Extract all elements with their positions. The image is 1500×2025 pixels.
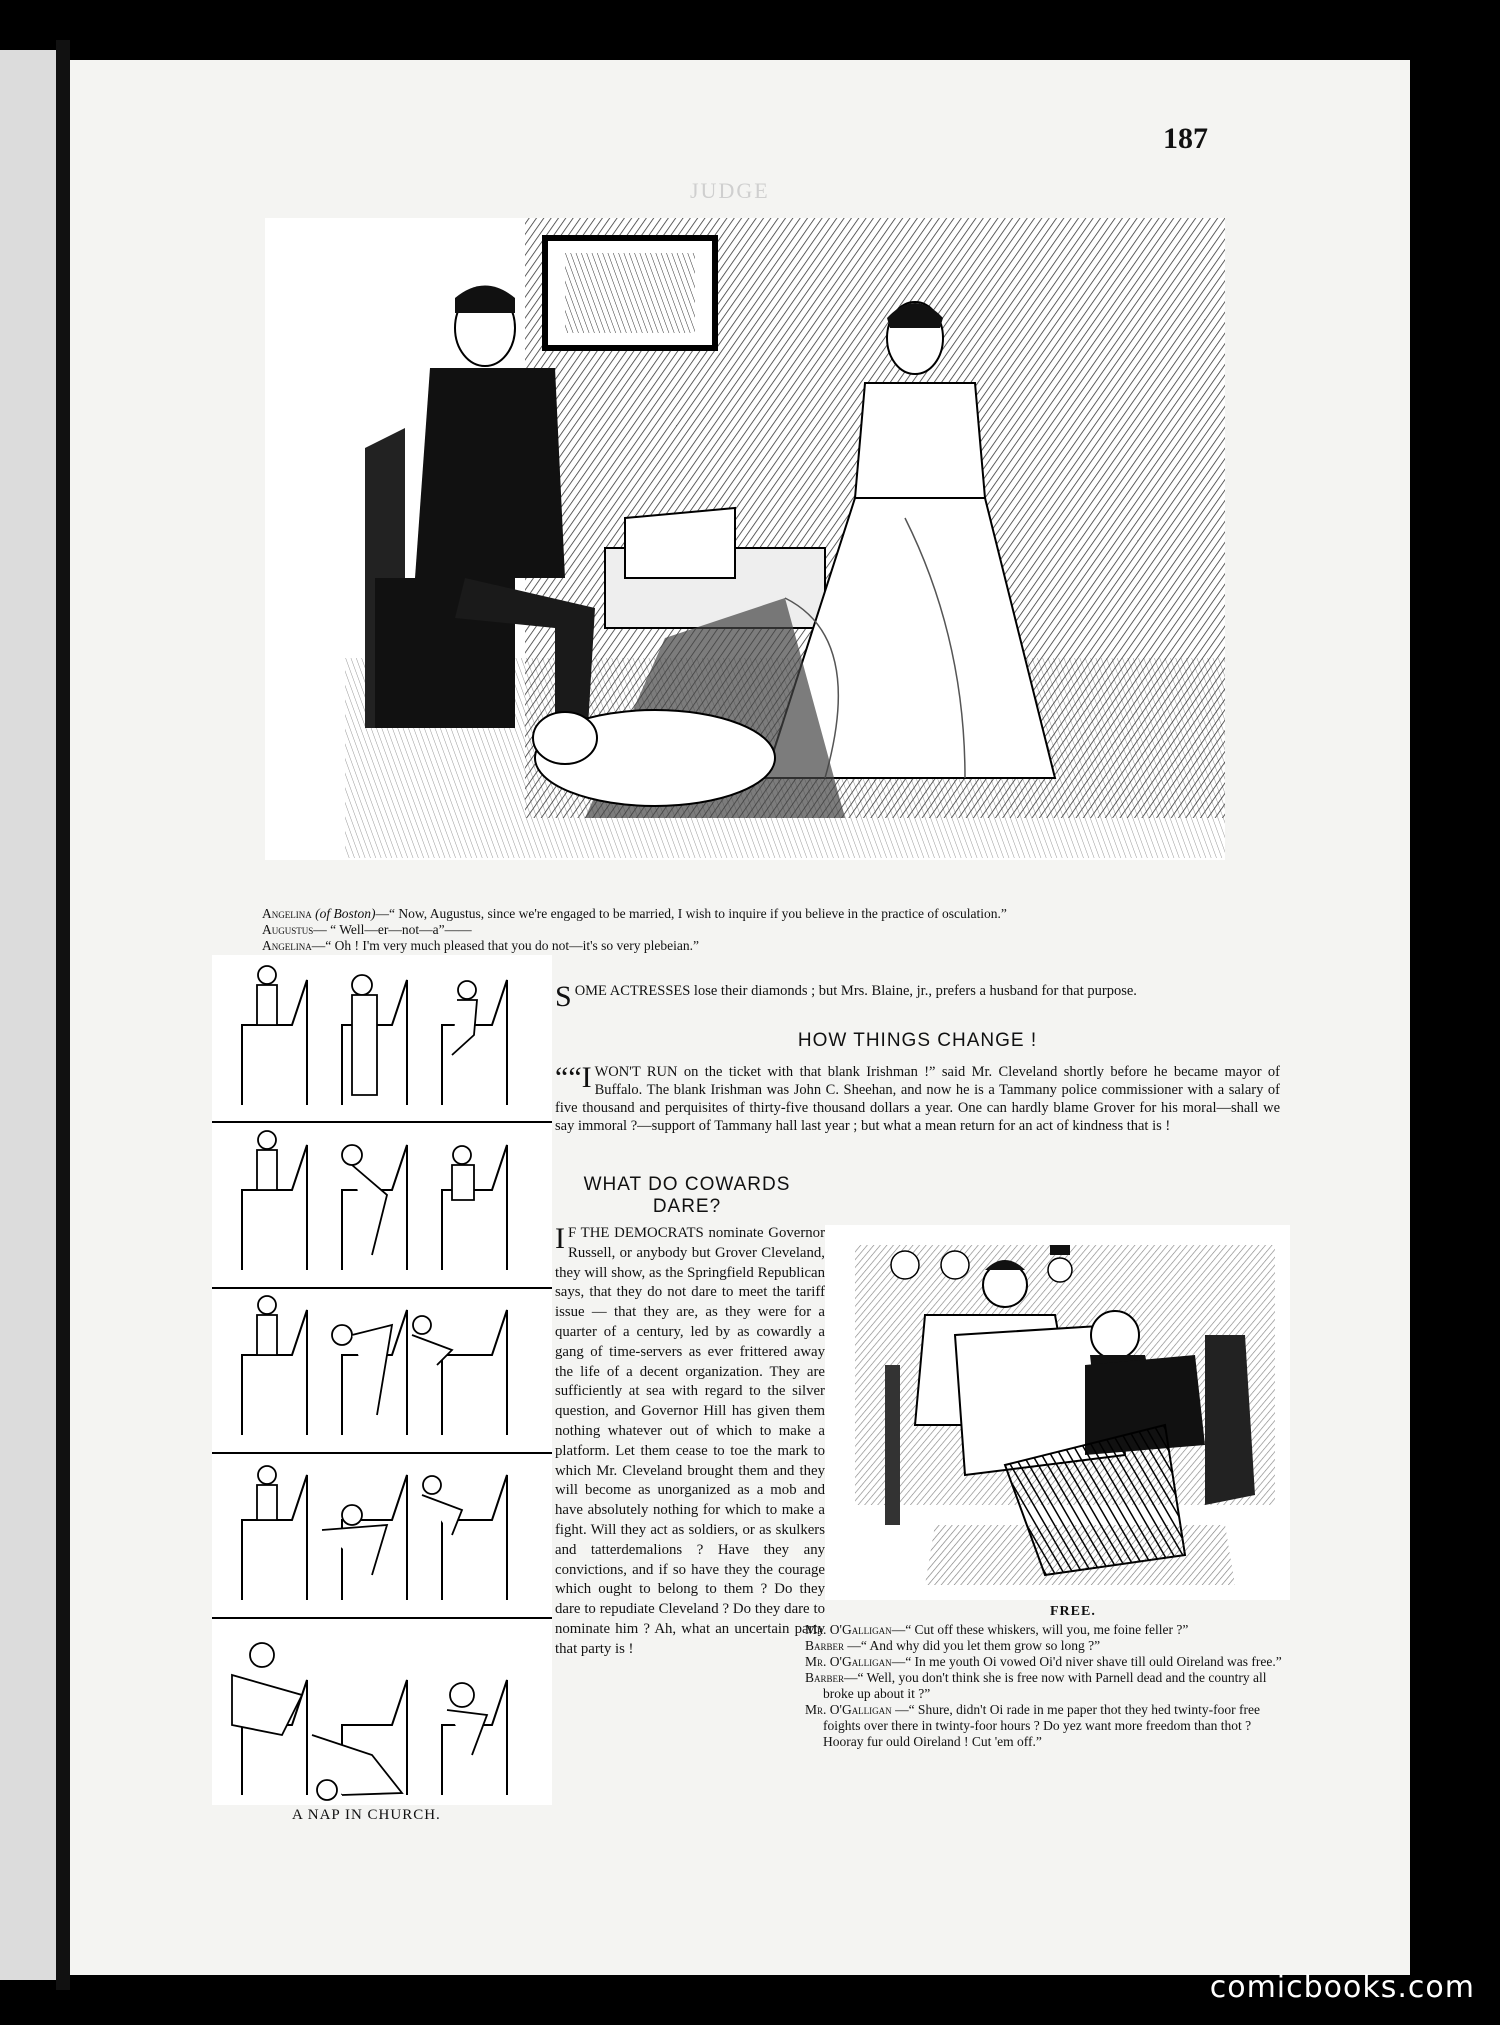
how-things-change-paragraph	[555, 1063, 1280, 1135]
free-line-2: Barber —“ And why did you let them grow so long ?”	[805, 1638, 1101, 1653]
cowards-heading-line2: DARE?	[652, 1196, 722, 1217]
actresses-dropcap: S	[555, 980, 572, 1013]
cowards-dropcap: I	[555, 1222, 565, 1255]
free-title: FREE.	[1050, 1604, 1096, 1619]
nap-in-church-caption: A NAP IN CHURCH.	[292, 1807, 441, 1823]
parlor-caption	[262, 906, 1242, 954]
nap-in-church-illustration	[212, 955, 552, 1805]
caption-line-angelina-2: Angelina—“ Oh ! I'm very much pleased that you do not—it's so very plebeian.”	[262, 938, 700, 953]
caption-line-augustus: Augustus— “ Well—er—not—a”——	[262, 922, 472, 937]
how-things-change-heading: HOW THINGS CHANGE !	[797, 1030, 1038, 1051]
page-gutter	[56, 40, 70, 1990]
actresses-text: OME ACTRESSES lose their diamonds ; but Mrs. Blaine, jr., prefers a husband for that purpose.	[574, 983, 1137, 999]
how-things-change-dropcap: ““I	[555, 1061, 592, 1094]
faint-header: JUDGE	[690, 178, 770, 203]
parlor-illustration	[265, 218, 1225, 860]
cowards-heading-line1: WHAT DO COWARDS	[583, 1174, 791, 1195]
cowards-heading	[552, 1174, 822, 1218]
caption-line-angelina-1: Angelina (of Boston)—“ Now, Augustus, since we're engaged to be married, I wish to inquire if you believe in the practice of osculation.”	[262, 906, 1007, 921]
free-line-4: Barber—“ Well, you don't think she is free now with Parnell dead and the country all broke up about it ?”	[805, 1670, 1267, 1701]
actresses-paragraph	[555, 980, 1280, 1013]
how-things-change-text: WON'T RUN on the ticket with that blank Irishman !” said Mr. Cleveland shortly before he became mayor of Buffalo. The blank Irishman was John C. Sheehan, and now he is a Tammany police commissioner with a salary of five thousand and perquisites of thirty-five thousand dollars a year. One can hardly blame Grover for his moral—shall we say immoral ?—support of Tammany hall last year ; but what a mean return for an act of kindness that is !	[555, 1064, 1280, 1134]
cowards-paragraph	[555, 1224, 825, 1660]
free-line-3: Mr. O'Galligan—“ In me youth Oi vowed Oi'd niver shave till ould Oireland was free.”	[805, 1654, 1282, 1669]
cowards-text: F THE DEMOCRATS nominate Governor Russell, or anybody but Grover Cleveland, they will show, as the Springfield Republican says, that they do not dare to meet the tariff issue — that they are, as they were for a quarter of a century, led by as cowardly a gang of time-servers as ever frittered away the life of a decent organization. They are sufficiently at sea with regard to the silver question, and Governor Hill has given them nothing whatever out of which to make a platform. Let them cease to toe the mark to which Mr. Cleveland brought them and they will become as unorganized as a mob and have absolutely nothing for which to make a fight. Will they act as soldiers, or as skulkers and tatterdemalions ? Have they any convictions, and if so have they the courage which ought to belong to them ? Do they dare to repudiate Cleveland ? Do they dare to nominate him ? Ah, what an uncertain party that party is !	[555, 1225, 825, 1657]
watermark: comicbooks.com	[1209, 1970, 1475, 2005]
left-page-edge	[0, 50, 56, 1980]
free-line-1: Mr. O'Galligan—“ Cut off these whiskers, will you, me foine feller ?”	[805, 1622, 1189, 1637]
page-number: 187	[1163, 122, 1208, 155]
barber-shop-illustration	[825, 1225, 1290, 1600]
free-line-5: Mr. O'Galligan —“ Shure, didn't Oi rade in me paper thot they hed twinty-foor free foights over there in twinty-foor hours ? Do yez want more freedom than thot ? Hooray fur ould Oireland ! Cut 'em off.”	[805, 1702, 1261, 1749]
free-dialogue	[805, 1622, 1285, 1750]
